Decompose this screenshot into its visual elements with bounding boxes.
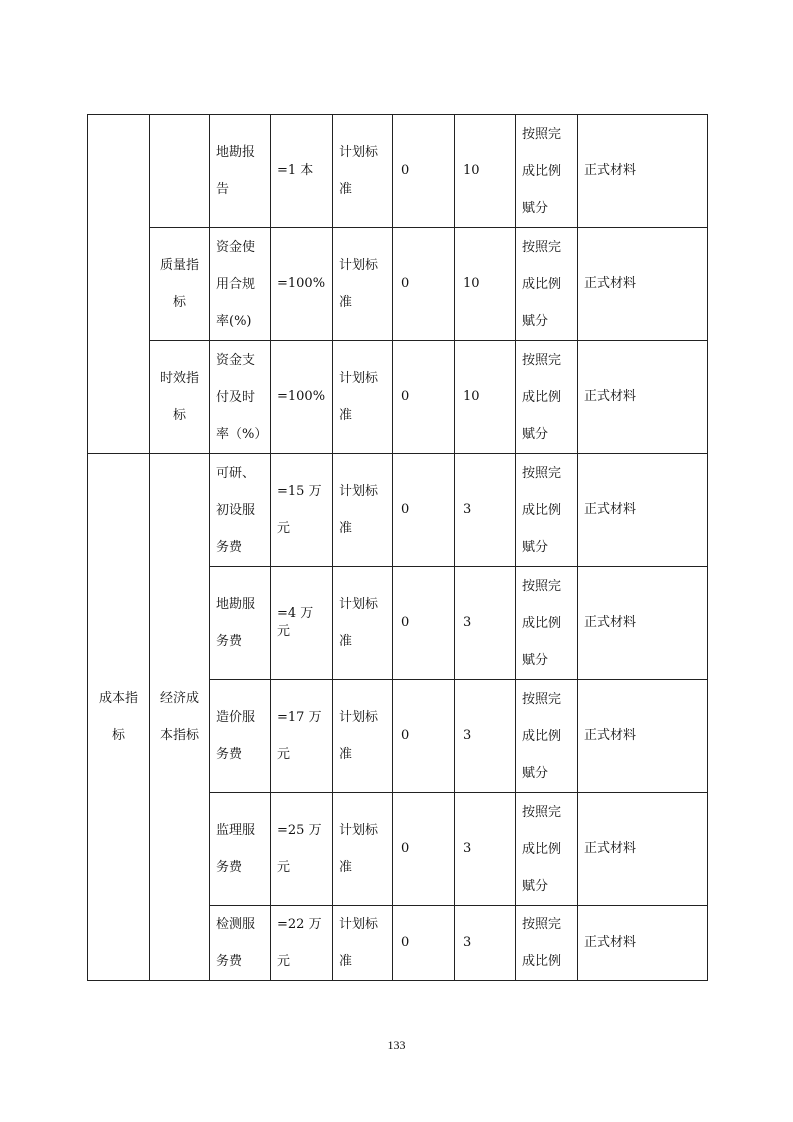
- indicator-cell: 检测服务费: [210, 906, 271, 981]
- min-cell: 0: [393, 341, 455, 454]
- level2-cell-empty: [150, 115, 210, 228]
- table-row: [88, 228, 708, 341]
- standard-cell: 计划标准: [333, 115, 393, 228]
- value-cell: =25 万元: [271, 793, 333, 906]
- standard-cell: 计划标准: [333, 567, 393, 680]
- min-cell: 0: [393, 454, 455, 567]
- score-cell: 3: [455, 793, 516, 906]
- min-cell: 0: [393, 567, 455, 680]
- evidence-cell: 正式材料: [578, 228, 708, 341]
- table-row: [88, 341, 708, 454]
- value-cell: =4 万元: [271, 567, 333, 680]
- value-cell: =15 万元: [271, 454, 333, 567]
- score-cell: 3: [455, 567, 516, 680]
- evidence-cell: 正式材料: [578, 793, 708, 906]
- score-cell: 3: [455, 906, 516, 981]
- value-cell: =100%: [271, 341, 333, 454]
- method-cell: 按照完成比例赋分: [516, 793, 578, 906]
- min-cell: 0: [393, 680, 455, 793]
- evidence-cell: 正式材料: [578, 115, 708, 228]
- method-cell: 按照完成比例赋分: [516, 341, 578, 454]
- evidence-cell: 正式材料: [578, 341, 708, 454]
- method-cell: 按照完成比例赋分: [516, 567, 578, 680]
- value-cell: =22 万元: [271, 906, 333, 981]
- score-cell: 10: [455, 115, 516, 228]
- standard-cell: 计划标准: [333, 793, 393, 906]
- min-cell: 0: [393, 793, 455, 906]
- value-cell: =1 本: [271, 115, 333, 228]
- evidence-cell: 正式材料: [578, 906, 708, 981]
- page-number: 133: [387, 1038, 406, 1052]
- method-cell: 按照完成比例赋分: [516, 115, 578, 228]
- min-cell: 0: [393, 115, 455, 228]
- performance-indicator-table: [87, 114, 708, 981]
- indicator-cell: 资金使用合规率(%): [210, 228, 271, 341]
- level1-cell-empty: [88, 115, 150, 454]
- standard-cell: 计划标准: [333, 906, 393, 981]
- min-cell: 0: [393, 228, 455, 341]
- indicator-cell: 地勘服务费: [210, 567, 271, 680]
- level2-quality: 质量指标: [150, 228, 210, 341]
- standard-cell: 计划标准: [333, 454, 393, 567]
- table-row: [88, 454, 708, 567]
- method-cell: 按照完成比例赋分: [516, 228, 578, 341]
- level2-timeliness: 时效指标: [150, 341, 210, 454]
- method-cell: 按照完成比例: [516, 906, 578, 981]
- table-row: [88, 115, 708, 228]
- score-cell: 10: [455, 341, 516, 454]
- standard-cell: 计划标准: [333, 341, 393, 454]
- level1-cost: 成本指标: [88, 454, 150, 981]
- indicator-cell: 造价服务费: [210, 680, 271, 793]
- score-cell: 3: [455, 454, 516, 567]
- value-cell: =100%: [271, 228, 333, 341]
- min-cell: 0: [393, 906, 455, 981]
- evidence-cell: 正式材料: [578, 454, 708, 567]
- indicator-cell: 可研、初设服务费: [210, 454, 271, 567]
- standard-cell: 计划标准: [333, 228, 393, 341]
- indicator-cell: 地勘报告: [210, 115, 271, 228]
- method-cell: 按照完成比例赋分: [516, 454, 578, 567]
- evidence-cell: 正式材料: [578, 680, 708, 793]
- evidence-cell: 正式材料: [578, 567, 708, 680]
- indicator-cell: 监理服务费: [210, 793, 271, 906]
- level2-economic-cost: 经济成本指标: [150, 454, 210, 981]
- value-cell: =17 万元: [271, 680, 333, 793]
- method-cell: 按照完成比例赋分: [516, 680, 578, 793]
- score-cell: 3: [455, 680, 516, 793]
- score-cell: 10: [455, 228, 516, 341]
- indicator-cell: 资金支付及时率（%）: [210, 341, 271, 454]
- standard-cell: 计划标准: [333, 680, 393, 793]
